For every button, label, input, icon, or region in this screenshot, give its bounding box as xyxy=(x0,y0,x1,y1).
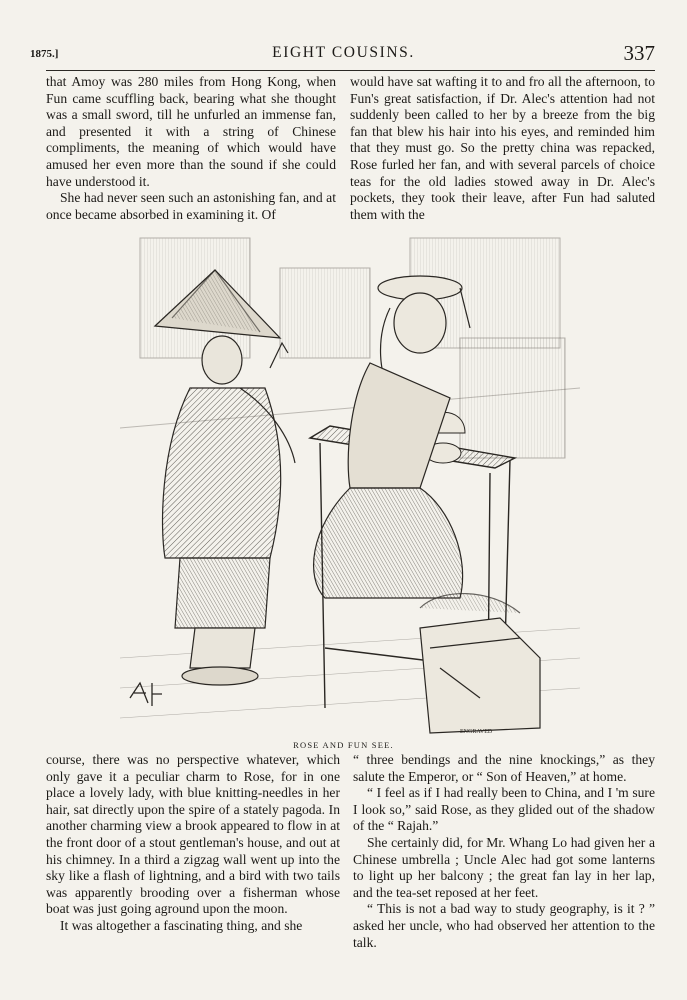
paragraph: course, there was no perspective whatever, which only gave it a peculiar charm to Rose, for in one place a lovely lady, with blue knitting-needles in her hair, sat directly upon the spire of a stately pagoda. In another charming view a brook appeared to flow in at the front door of a stout gentleman's house, and out at his chimney. In a third a zigzag wall went up into the sky like a flash of lightning, and a bird with two tails was apparently brooding over a fisherman whose boat was just going aground upon the moon. xyxy=(46,752,340,917)
running-head-title: EIGHT COUSINS. xyxy=(272,44,415,61)
header-rule xyxy=(46,70,655,71)
engraving-illustration xyxy=(120,228,580,738)
paragraph: It was altogether a fascinating thing, and she xyxy=(60,917,303,933)
paragraph: “ I feel as if I had really been to China, and I 'm sure I look so,” said Rose, as they glided out of the shadow of the “ Rajah.” xyxy=(353,785,655,834)
column-top-left xyxy=(46,74,336,223)
figure-caption: ROSE AND FUN SEE. xyxy=(293,740,394,750)
engraver-credit: ENGRAVED xyxy=(460,729,493,735)
paragraph: She certainly did, for Mr. Whang Lo had given her a Chinese umbrella ; Uncle Alec had got some lanterns to light up her balcony ; the great fan lay in her lap, and the tea-set reposed at her feet. xyxy=(353,834,655,900)
column-top-right xyxy=(350,74,655,223)
paragraph: “ three bendings and the nine knockings,” as they salute the Emperor, or “ Son of Heaven,” at home. xyxy=(353,752,655,784)
running-head xyxy=(0,41,687,68)
column-bottom-right xyxy=(353,752,655,951)
page-number: 337 xyxy=(623,41,655,65)
running-head-year: 1875.] xyxy=(30,48,59,60)
paragraph: would have sat wafting it to and fro all the afternoon, to Fun's great satisfaction, if Dr. Alec's attention had not suddenly been called to her by a breeze from the big fan that blew his hair into his eyes, and reminded him that they must go. So the pretty china was repacked, Rose furled her fan, and with several parcels of choice teas for the old ladies stowed away in Dr. Alec's pockets, they took their leave, after Fun had saluted them with the xyxy=(350,74,655,222)
goods-box xyxy=(420,594,540,733)
column-bottom-left xyxy=(46,752,340,935)
engraving-drawing xyxy=(120,228,580,738)
paragraph: “ This is not a bad way to study geography, is it ? ” asked her uncle, who had observed her attention to the talk. xyxy=(353,901,655,950)
paragraph: that Amoy was 280 miles from Hong Kong, when Fun came scuffling back, bearing what she thought was a small sword, till he unfurled an immense fan, and presented it with a string of Chinese compliments, the meaning of which would have amused her even more than the sound if she could have understood it. xyxy=(46,74,336,189)
paragraph: She had never seen such an astonishing fan, and at once became absorbed in examining it. Of xyxy=(46,190,336,222)
